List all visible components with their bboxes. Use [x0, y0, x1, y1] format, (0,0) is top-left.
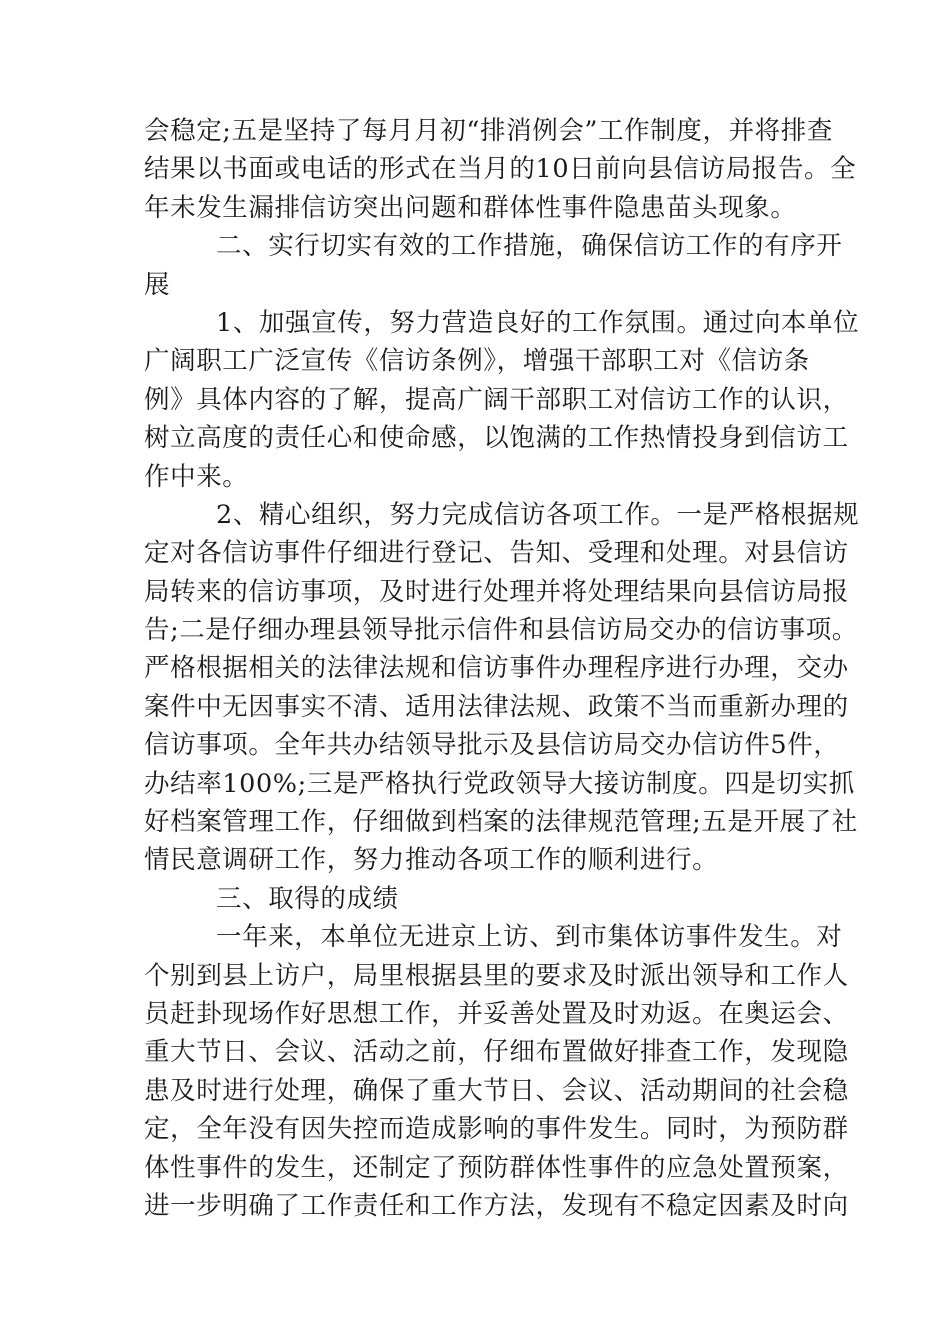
text-line: 广阔职工广泛宣传《信访条例》，增强干部职工对《信访条 — [144, 346, 810, 377]
text-line: 年未发生漏排信访突出问题和群体性事件隐患苗头现象。 — [144, 192, 797, 223]
text-line: 好档案管理工作，仔细做到档案的法律规范管理;五是开展了社 — [144, 807, 858, 838]
text-line: 患及时进行处理，确保了重大节日、会议、活动期间的社会稳 — [144, 1075, 849, 1106]
text-line: 作中来。 — [144, 461, 249, 492]
text-line: 告;二是仔细办理县领导批示信件和县信访局交办的信访事项。 — [144, 615, 858, 646]
text-line: 展 — [144, 269, 171, 300]
section-heading: 二、实行切实有效的工作措施，确保信访工作的有序开 — [216, 231, 843, 262]
paragraph-start: 2、精心组织，努力完成信访各项工作。一是严格根据规 — [216, 499, 860, 530]
text-line: 结果以书面或电话的形式在当月的10日前向县信访局报告。全 — [144, 154, 857, 185]
paragraph-start: 1、加强宣传，努力营造良好的工作氛围。通过向本单位 — [216, 307, 860, 338]
text-line: 定，全年没有因失控而造成影响的事件发生。同时，为预防群 — [144, 1114, 849, 1145]
document-body — [144, 112, 860, 1225]
text-line: 树立高度的责任心和使命感，以饱满的工作热情投身到信访工 — [144, 423, 849, 454]
text-line: 定对各信访事件仔细进行登记、告知、受理和处理。对县信访 — [144, 538, 849, 569]
text-line: 会稳定;五是坚持了每月月初“排消例会”工作制度，并将排查 — [144, 116, 833, 146]
text-line: 个别到县上访户，局里根据县里的要求及时派出领导和工作人 — [144, 960, 849, 991]
text-line: 情民意调研工作，努力推动各项工作的顺利进行。 — [144, 845, 719, 876]
text-line: 严格根据相关的法律法规和信访事件办理程序进行办理，交办 — [144, 653, 849, 684]
text-line: 进一步明确了工作责任和工作方法，发现有不稳定因素及时向 — [144, 1190, 849, 1221]
text-line: 体性事件的发生，还制定了预防群体性事件的应急处置预案， — [144, 1152, 849, 1183]
text-line: 案件中无因事实不清、适用法律法规、政策不当而重新办理的 — [144, 691, 849, 722]
text-line: 局转来的信访事项，及时进行处理并将处理结果向县信访局报 — [144, 576, 849, 607]
section-heading: 三、取得的成绩 — [216, 883, 399, 914]
text-line: 重大节日、会议、活动之前，仔细布置做好排查工作，发现隐 — [144, 1037, 849, 1068]
text-line: 办结率100%;三是严格执行党政领导大接访制度。四是切实抓 — [144, 768, 855, 799]
paragraph-start: 一年来，本单位无进京上访、到市集体访事件发生。对 — [216, 922, 843, 953]
text-line: 信访事项。全年共办结领导批示及县信访局交办信访件5件， — [144, 730, 840, 761]
text-line: 例》具体内容的了解，提高广阔干部职工对信访工作的认识， — [144, 384, 849, 415]
text-line: 员赶卦现场作好思想工作，并妥善处置及时劝返。在奥运会、 — [144, 998, 849, 1029]
